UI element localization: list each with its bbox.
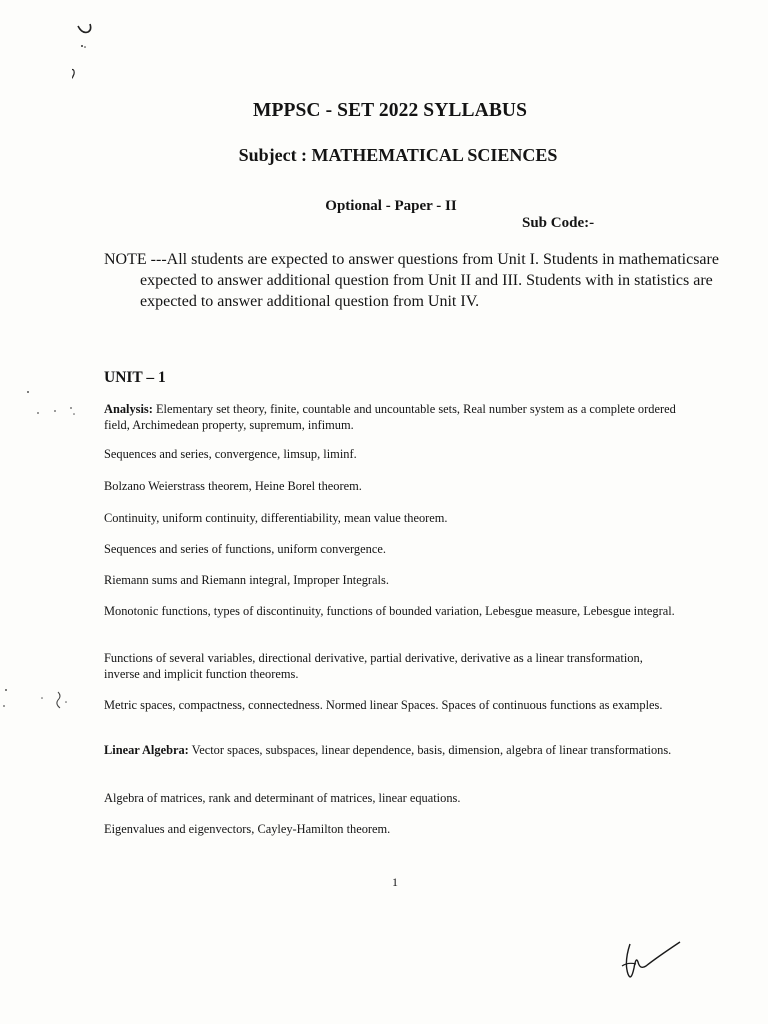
topic-text: Vector spaces, subspaces, linear dependence, basis, dimension, algebra of linear transformations.	[188, 743, 672, 757]
topic-text: Riemann sums and Riemann integral, Improper Integrals.	[104, 573, 389, 587]
topic-text: Sequences and series, convergence, limsup, liminf.	[104, 447, 357, 461]
list-item	[104, 603, 676, 619]
list-item	[104, 650, 676, 682]
page-title: MPPSC - SET 2022 SYLLABUS	[252, 100, 528, 121]
list-item	[104, 541, 676, 557]
paper-heading: Optional - Paper - II	[325, 198, 457, 214]
topic-text: Sequences and series of functions, uniform convergence.	[104, 542, 386, 556]
list-item	[104, 821, 676, 837]
topic-text: Eigenvalues and eigenvectors, Cayley-Hamilton theorem.	[104, 822, 391, 836]
list-item	[104, 478, 676, 494]
topic-text: Elementary set theory, finite, countable and uncountable sets, Real number system as a complete ordered field, Archimedean property, supremum, infimum.	[104, 402, 676, 432]
topic-text: Monotonic functions, types of discontinuity, functions of bounded variation, Lebesgue measure, Lebesgue integral.	[104, 604, 675, 618]
signature-icon	[618, 936, 682, 988]
topic-text: Algebra of matrices, rank and determinant of matrices, linear equations.	[104, 791, 461, 805]
sub-code-label: Sub Code:-	[522, 215, 595, 231]
list-item	[104, 790, 676, 806]
unit-heading: UNIT – 1	[104, 369, 166, 386]
handwritten-mark-icon	[72, 20, 102, 90]
list-item	[104, 510, 676, 526]
list-item	[104, 446, 676, 462]
subject-heading: Subject : MATHEMATICAL SCIENCES	[238, 145, 558, 165]
topic-linear-algebra	[104, 742, 676, 758]
list-item	[104, 572, 676, 588]
topic-text: Metric spaces, compactness, connectedness. Normed linear Spaces. Spaces of continuous functions as examples.	[104, 698, 663, 712]
topic-text: Functions of several variables, directional derivative, partial derivative, derivative as a linear transformation, inverse and implicit function theorems.	[104, 651, 643, 681]
note-paragraph: NOTE ---All students are expected to answer questions from Unit I. Students in mathematicsare expected to answer additional question from Unit II and III. Students with in statistics are expected to answer additional question from Unit IV.	[104, 251, 719, 310]
topic-analysis	[104, 401, 676, 433]
page-number: 1	[392, 875, 398, 889]
scan-speck-icon	[0, 380, 90, 720]
list-item	[104, 697, 676, 713]
topic-text: Continuity, uniform continuity, differentiability, mean value theorem.	[104, 511, 448, 525]
topic-text: Bolzano Weierstrass theorem, Heine Borel theorem.	[104, 479, 362, 493]
topic-lead: Linear Algebra:	[104, 743, 189, 757]
topic-lead: Analysis:	[104, 402, 153, 416]
